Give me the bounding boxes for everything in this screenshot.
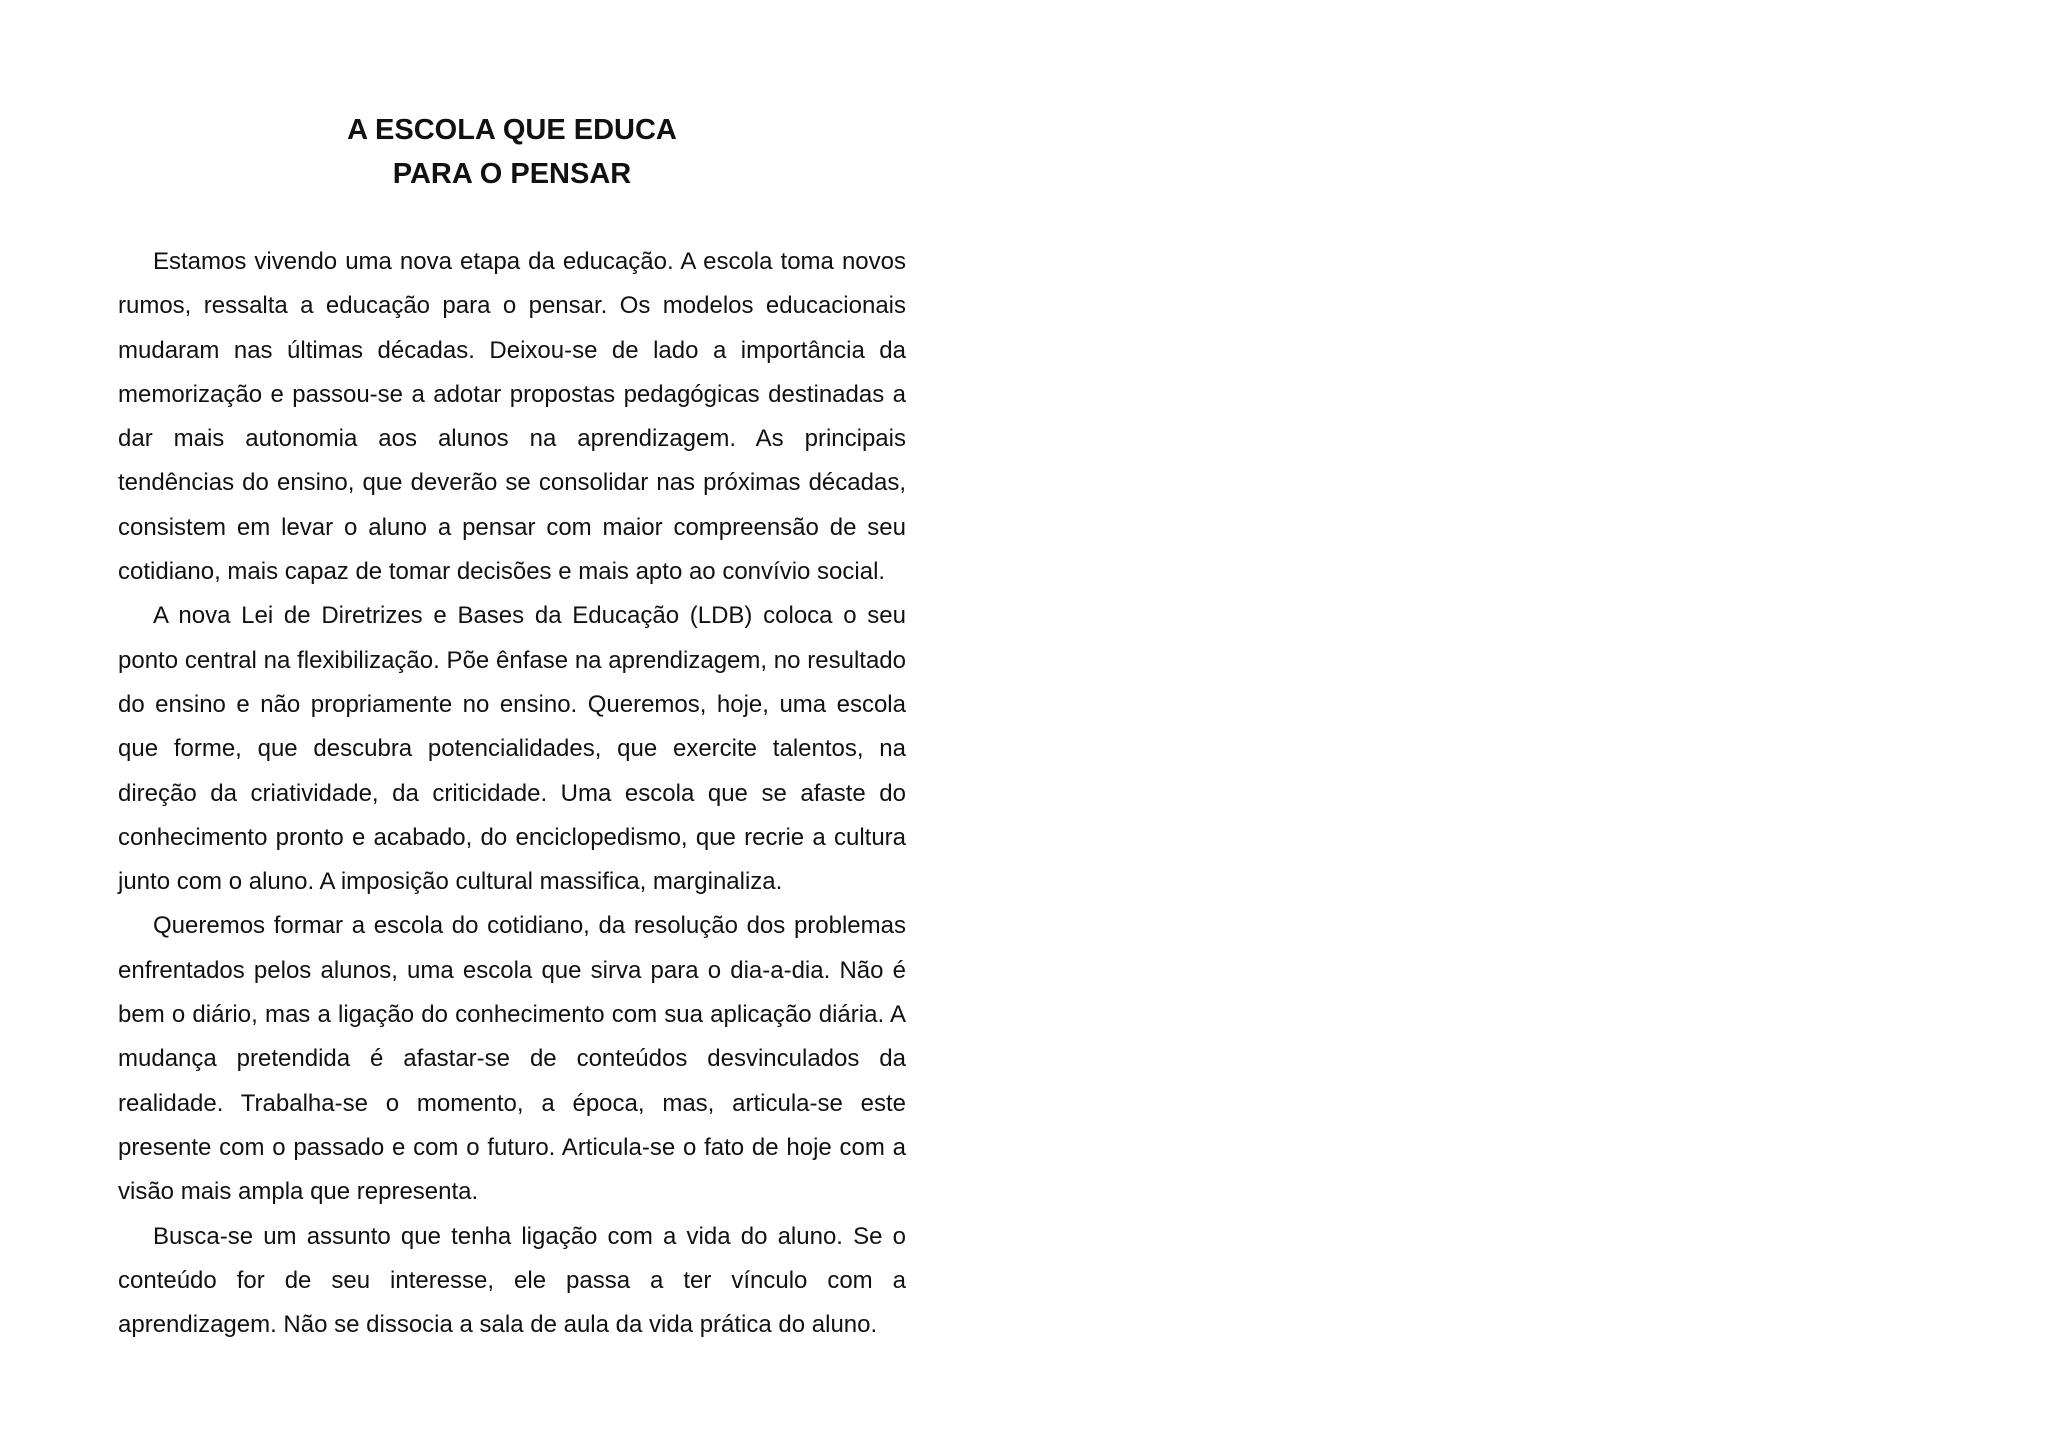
paragraph-4: Busca-se um assunto que tenha ligação com a vida do aluno. Se o conteúdo for de seu interesse, ele passa a ter vínculo com a aprendizagem. Não se dissocia a sala de aula da vida prática do aluno. bbox=[118, 1222, 906, 1339]
paragraph-2: A nova Lei de Diretrizes e Bases da Educação (LDB) coloca o seu ponto central na flexibilização. Põe ênfase na aprendizagem, no resultado do ensino e não propriamente no ensino. Queremos, hoje, uma escola que forme, que descubra potencialidades, que exercite talentos, na direção da criatividade, da criticidade. Uma escola que se afaste do conhecimento pronto e acabado, do enciclopedismo, que recrie a cultura junto com o aluno. A imposição cultural massifica, marginaliza. bbox=[118, 602, 906, 896]
title-line-2: PARA O PENSAR bbox=[392, 158, 632, 190]
document-title bbox=[118, 108, 906, 196]
title-line-1: A ESCOLA QUE EDUCA bbox=[347, 114, 677, 146]
text-column bbox=[118, 108, 906, 1347]
paragraph-1: Estamos vivendo uma nova etapa da educação. A escola toma novos rumos, ressalta a educação para o pensar. Os modelos educacionais mudaram nas últimas décadas. Deixou-se de lado a importância da memorização e passou-se a adotar propostas pedagógicas destinadas a dar mais autonomia aos alunos na aprendizagem. As principais tendências do ensino, que deverão se consolidar nas próximas décadas, consistem em levar o aluno a pensar com maior compreensão de seu cotidiano, mais capaz de tomar decisões e mais apto ao convívio social. bbox=[118, 248, 906, 586]
document-body bbox=[118, 240, 906, 1347]
paragraph-3: Queremos formar a escola do cotidiano, da resolução dos problemas enfrentados pelos alunos, uma escola que sirva para o dia-a-dia. Não é bem o diário, mas a ligação do conhecimento com sua aplicação diária. A mudança pretendida é afastar-se de conteúdos desvinculados da realidade. Trabalha-se o momento, a época, mas, articula-se este presente com o passado e com o futuro. Articula-se o fato de hoje com a visão mais ampla que representa. bbox=[118, 912, 906, 1206]
